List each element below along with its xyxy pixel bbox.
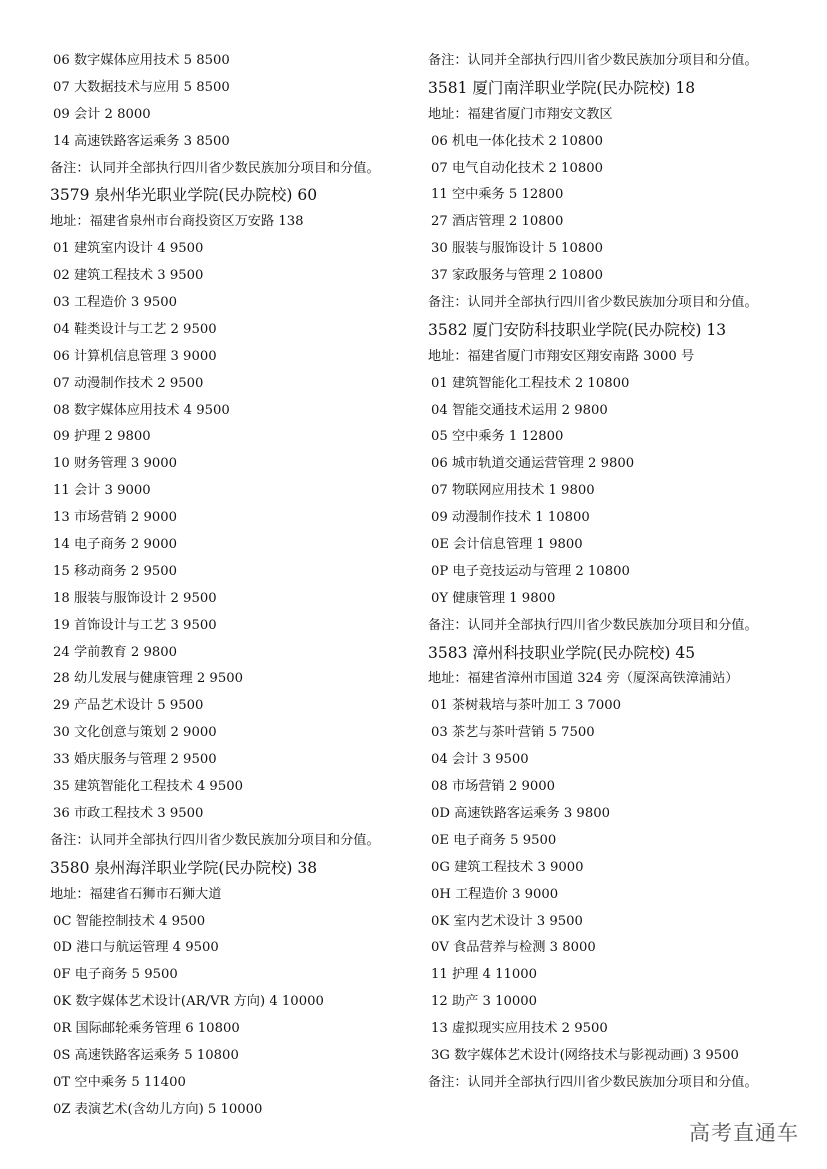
major-item: 27 酒店管理 2 10800 — [431, 214, 564, 230]
major-item: 05 空中乘务 1 12800 — [431, 429, 564, 445]
major-item: 07 物联网应用技术 1 9800 — [431, 483, 595, 499]
major-item: 09 动漫制作技术 1 10800 — [431, 510, 590, 526]
major-item: 0H 工程造价 3 9000 — [431, 886, 559, 902]
school-heading: 3580 泉州海洋职业学院(民办院校) 38 — [50, 858, 318, 877]
major-item: 02 建筑工程技术 3 9500 — [53, 268, 204, 284]
remark-note: 备注：认同并全部执行四川省少数民族加分项目和分值。 — [428, 1074, 758, 1090]
major-item: 0V 食品营养与检测 3 8000 — [431, 940, 596, 956]
school-address: 地址：福建省厦门市翔安区翔安南路 3000 号 — [428, 348, 695, 364]
major-item: 14 高速铁路客运乘务 3 8500 — [53, 133, 230, 149]
major-item: 13 市场营销 2 9000 — [53, 510, 178, 526]
remark-note: 备注：认同并全部执行四川省少数民族加分项目和分值。 — [50, 832, 380, 848]
major-item: 24 学前教育 2 9800 — [53, 644, 178, 660]
major-item: 08 数字媒体应用技术 4 9500 — [53, 402, 230, 418]
major-item: 07 动漫制作技术 2 9500 — [53, 375, 204, 391]
major-item: 36 市政工程技术 3 9500 — [53, 805, 204, 821]
major-item: 01 茶树栽培与茶叶加工 3 7000 — [431, 698, 621, 714]
major-item: 15 移动商务 2 9500 — [53, 563, 178, 579]
major-item: 03 茶艺与茶叶营销 5 7500 — [431, 725, 595, 741]
watermark-logo: 高考直通车 — [689, 1121, 799, 1145]
major-item: 37 家政服务与管理 2 10800 — [431, 268, 604, 284]
major-item: 04 智能交通技术运用 2 9800 — [431, 402, 608, 418]
school-address: 地址：福建省石狮市石狮大道 — [50, 886, 222, 902]
remark-note: 备注：认同并全部执行四川省少数民族加分项目和分值。 — [428, 295, 758, 311]
major-item: 06 数字媒体应用技术 5 8500 — [53, 53, 230, 68]
major-item: 28 幼儿发展与健康管理 2 9500 — [53, 671, 243, 687]
major-item: 0C 智能控制技术 4 9500 — [53, 913, 206, 929]
remark-note: 备注：认同并全部执行四川省少数民族加分项目和分值。 — [428, 53, 758, 68]
left-column — [50, 48, 420, 1124]
major-item: 09 会计 2 8000 — [53, 106, 151, 122]
major-item: 08 市场营销 2 9000 — [431, 779, 556, 795]
school-heading: 3582 厦门安防科技职业学院(民办院校) 13 — [428, 320, 727, 339]
major-item: 0Z 表演艺术(含幼儿方向) 5 10000 — [53, 1101, 263, 1117]
major-item: 10 财务管理 3 9000 — [53, 456, 178, 472]
major-item: 11 会计 3 9000 — [53, 483, 151, 499]
school-address: 地址：福建省漳州市国道 324 旁（厦深高铁漳浦站） — [428, 671, 739, 687]
major-item: 06 城市轨道交通运营管理 2 9800 — [431, 456, 635, 472]
major-item: 3G 数字媒体艺术设计(网络技术与影视动画) 3 9500 — [431, 1047, 739, 1063]
major-item: 29 产品艺术设计 5 9500 — [53, 698, 204, 714]
major-item: 35 建筑智能化工程技术 4 9500 — [53, 779, 243, 795]
major-item: 0P 电子竞技运动与管理 2 10800 — [431, 563, 630, 579]
major-item: 0R 国际邮轮乘务管理 6 10800 — [53, 1021, 240, 1037]
major-item: 12 助产 3 10000 — [431, 994, 538, 1010]
major-item: 07 电气自动化技术 2 10800 — [431, 160, 604, 176]
major-item: 0E 电子商务 5 9500 — [431, 832, 557, 848]
school-address: 地址：福建省厦门市翔安文教区 — [428, 106, 613, 122]
major-item: 0T 空中乘务 5 11400 — [53, 1074, 186, 1090]
major-item: 0G 建筑工程技术 3 9000 — [431, 859, 584, 875]
major-item: 0F 电子商务 5 9500 — [53, 967, 178, 983]
major-item: 11 护理 4 11000 — [431, 967, 538, 983]
major-item: 07 大数据技术与应用 5 8500 — [53, 79, 230, 95]
major-item: 0K 室内艺术设计 3 9500 — [431, 913, 583, 929]
major-item: 30 服装与服饰设计 5 10800 — [431, 241, 604, 257]
major-item: 0D 高速铁路客运乘务 3 9800 — [431, 805, 610, 821]
school-address: 地址：福建省泉州市台商投资区万安路 138 — [50, 214, 304, 230]
major-item: 0K 数字媒体艺术设计(AR/VR 方向) 4 10000 — [53, 994, 324, 1010]
major-item: 11 空中乘务 5 12800 — [431, 187, 564, 203]
major-item: 0S 高速铁路客运乘务 5 10800 — [53, 1047, 239, 1063]
major-item: 09 护理 2 9800 — [53, 429, 151, 445]
major-item: 14 电子商务 2 9000 — [53, 537, 178, 553]
major-item: 0D 港口与航运管理 4 9500 — [53, 940, 219, 956]
major-item: 0E 会计信息管理 1 9800 — [431, 537, 583, 553]
major-item: 04 鞋类设计与工艺 2 9500 — [53, 321, 217, 337]
major-item: 03 工程造价 3 9500 — [53, 295, 178, 311]
major-item: 30 文化创意与策划 2 9000 — [53, 725, 217, 741]
remark-note: 备注：认同并全部执行四川省少数民族加分项目和分值。 — [428, 617, 758, 633]
major-item: 01 建筑智能化工程技术 2 10800 — [431, 375, 630, 391]
remark-note: 备注：认同并全部执行四川省少数民族加分项目和分值。 — [50, 160, 380, 176]
school-heading: 3583 漳州科技职业学院(民办院校) 45 — [428, 643, 696, 662]
major-item: 01 建筑室内设计 4 9500 — [53, 241, 204, 257]
major-item: 06 机电一体化技术 2 10800 — [431, 133, 604, 149]
school-heading: 3581 厦门南洋职业学院(民办院校) 18 — [428, 78, 696, 97]
major-item: 04 会计 3 9500 — [431, 752, 529, 768]
right-column — [428, 48, 818, 1097]
major-item: 33 婚庆服务与管理 2 9500 — [53, 752, 217, 768]
school-heading: 3579 泉州华光职业学院(民办院校) 60 — [50, 186, 318, 205]
major-item: 13 虚拟现实应用技术 2 9500 — [431, 1021, 608, 1037]
major-item: 0Y 健康管理 1 9800 — [431, 590, 556, 606]
major-item: 18 服装与服饰设计 2 9500 — [53, 590, 217, 606]
major-item: 19 首饰设计与工艺 3 9500 — [53, 617, 217, 633]
major-item: 06 计算机信息管理 3 9000 — [53, 348, 217, 364]
